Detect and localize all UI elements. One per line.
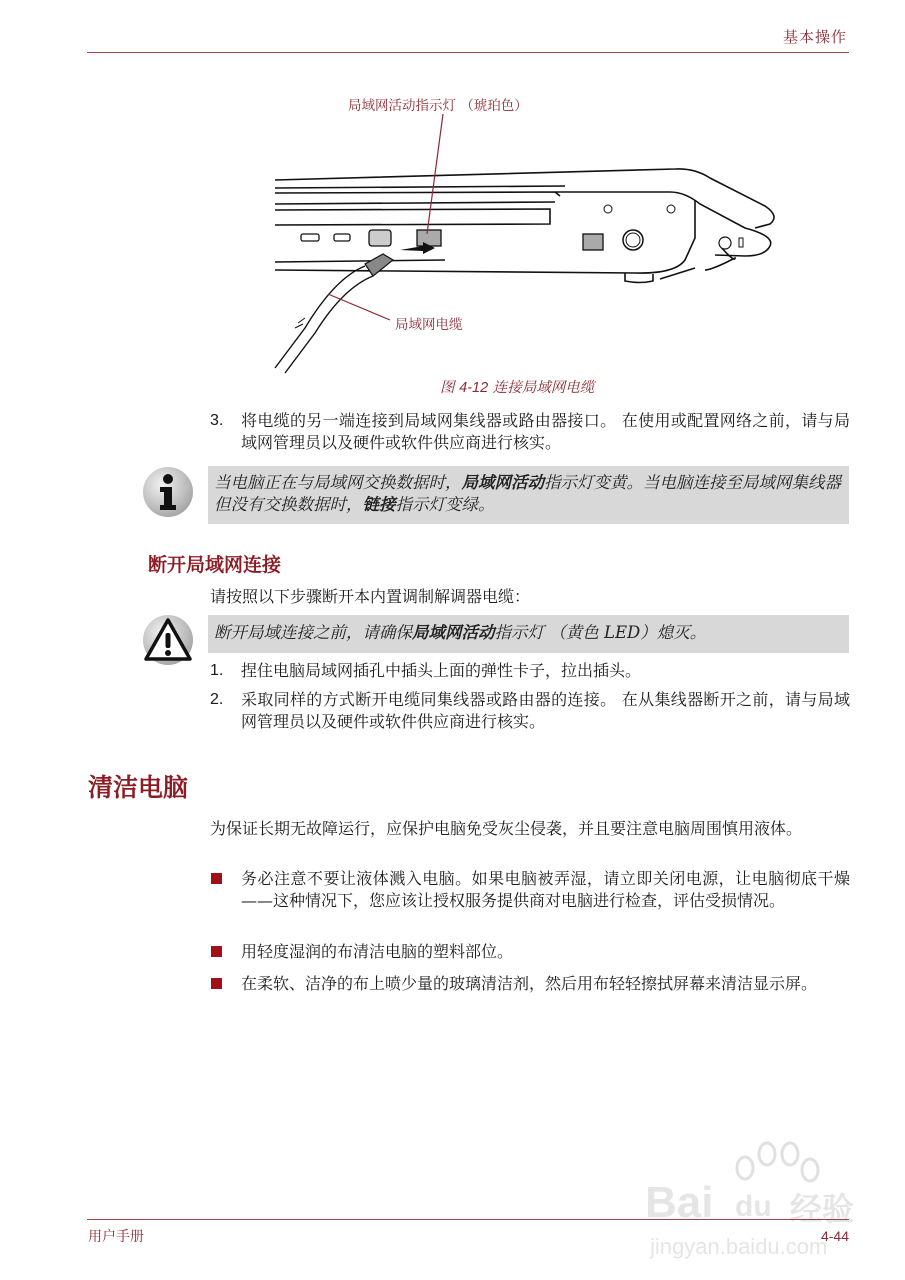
- figure-lan-cable: [265, 88, 805, 378]
- bullet-item: [210, 868, 850, 912]
- page-footer-rule: [87, 1219, 849, 1220]
- bullet-text: 务必注意不要让液体溅入电脑。如果电脑被弄湿，请立即关闭电源，让电脑彻底干燥——这种情况下，您应该让授权服务提供商对电脑进行检查，评估受损情况。: [241, 869, 850, 910]
- bullet-square-icon: [211, 978, 222, 989]
- bullet-square-icon: [211, 946, 222, 957]
- led-label: 局域网活动指示灯 （琥珀色）: [348, 98, 528, 114]
- note-bold: 链接: [362, 495, 396, 514]
- page-header: [87, 26, 849, 53]
- watermark-brand: Bai: [645, 1178, 714, 1227]
- caption-prefix: 图: [440, 380, 460, 396]
- step-number: 2.: [210, 691, 224, 708]
- info-note: [208, 466, 849, 524]
- baidu-watermark: [640, 1140, 880, 1270]
- step-item: [210, 410, 850, 454]
- warning-note: [208, 615, 849, 653]
- laptop-side-illustration: [265, 88, 805, 378]
- warning-text: 指示灯 （黄色 LED）熄灭。: [494, 623, 707, 642]
- caption-text: 连接局域网电缆: [488, 380, 595, 396]
- vga-port-icon: [369, 230, 391, 246]
- info-icon: [143, 467, 193, 517]
- bullet-text: 用轻度湿润的布清洁电脑的塑料部位。: [241, 942, 514, 961]
- section-intro: 请按照以下步骤断开本内置调制解调器电缆：: [210, 587, 531, 606]
- watermark-brand-cn: 经验: [790, 1191, 855, 1227]
- section-heading-disconnect: 断开局域网连接: [148, 554, 282, 576]
- warning-bold: 局域网活动: [412, 623, 495, 642]
- bullet-item: [210, 973, 850, 995]
- step-item: [210, 689, 850, 733]
- note-bold: 局域网活动: [461, 473, 544, 492]
- usb-port-icon: [334, 234, 350, 241]
- warning-icon: [143, 615, 193, 665]
- rj45-plug-icon: [365, 254, 393, 276]
- hdmi-port-icon: [301, 234, 319, 241]
- section-heading-cleaning: 清洁电脑: [88, 773, 189, 802]
- cable-label: 局域网电缆: [395, 317, 463, 333]
- watermark-url: jingyan.baidu.com: [650, 1234, 828, 1259]
- note-text: 指示灯变绿。: [395, 495, 495, 514]
- footer-manual-title: 用户手册: [88, 1229, 144, 1245]
- bullet-item: [210, 941, 850, 963]
- bullet-square-icon: [211, 873, 222, 884]
- modem-port-icon: [583, 234, 603, 250]
- section-intro: 为保证长期无故障运行，应保护电脑免受灰尘侵袭，并且要注意电脑周围慎用液体。: [210, 819, 803, 838]
- watermark-brand2: du: [735, 1190, 772, 1223]
- step-number: 1.: [210, 662, 224, 679]
- caption-number: 4-12: [459, 380, 489, 396]
- note-text: 当电脑正在与局域网交换数据时，: [214, 473, 462, 492]
- step-text: 采取同样的方式断开电缆同集线器或路由器的连接。 在从集线器断开之前，请与局域网管理员以及硬件或软件供应商进行核实。: [241, 690, 850, 731]
- step-number: 3.: [210, 412, 224, 429]
- section-title: 基本操作: [782, 28, 847, 46]
- warning-text: 断开局域连接之前，请确保: [214, 623, 412, 642]
- step-text: 捏住电脑局域网插孔中插头上面的弹性卡子，拉出插头。: [241, 661, 642, 680]
- step-item: [210, 660, 850, 682]
- note-text: 指示灯变黄。当电脑连接至局域网集线器但没有交换数据时，: [214, 473, 841, 514]
- step-text: 将电缆的另一端连接到局域网集线器或路由器接口。 在使用或配置网络之前，请与局域网管理员以及硬件或软件供应商进行核实。: [241, 411, 850, 452]
- page-number: 4-44: [820, 1228, 849, 1244]
- lan-port-icon: [417, 230, 441, 246]
- bullet-text: 在柔软、洁净的布上喷少量的玻璃清洁剂，然后用布轻轻擦拭屏幕来清洁显示屏。: [241, 974, 818, 993]
- figure-caption: [440, 376, 594, 397]
